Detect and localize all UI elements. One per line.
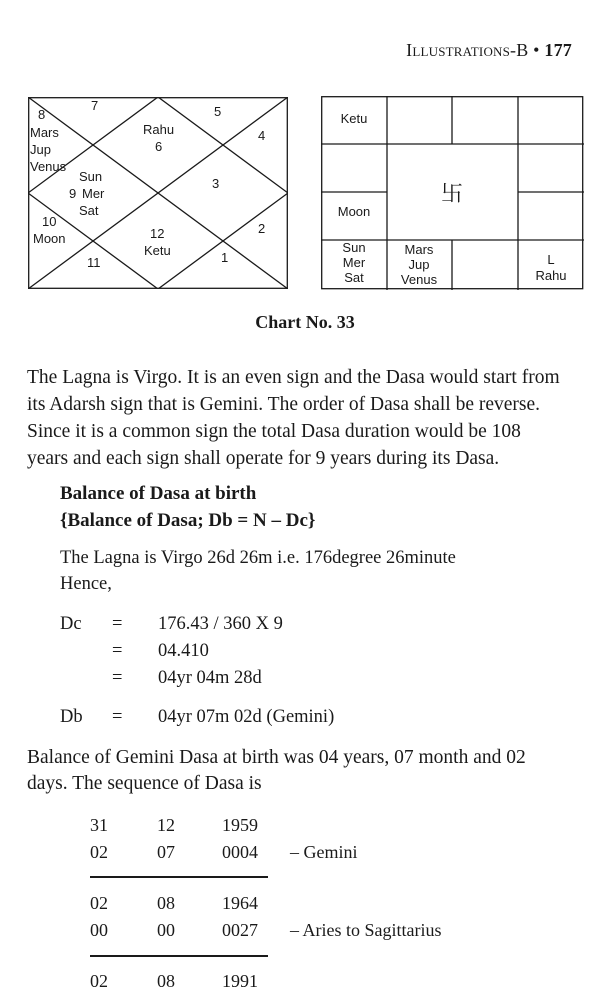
planet-label: Sun — [79, 169, 103, 184]
dasa-note: – Aries to Sagittarius — [290, 920, 442, 940]
house-number: 3 — [212, 176, 220, 191]
month-cell: 08 — [157, 971, 175, 991]
text-line: years and each sign shall operate for 9 years during its Dasa. — [27, 448, 500, 469]
house-number: 11 — [87, 255, 101, 270]
year-cell: 1991 — [222, 971, 258, 991]
sum-rule — [90, 876, 268, 878]
lagna-degree-line: The Lagna is Virgo 26d 26m i.e. 176degree 26minute — [60, 548, 456, 568]
day-cell: 02 — [90, 893, 108, 913]
cell-top-left: Ketu — [340, 111, 368, 126]
text-line: The Lagna is Virgo. It is an even sign and the Dasa would start from — [27, 367, 560, 388]
year-cell: 1964 — [222, 893, 258, 913]
month-cell: 12 — [157, 815, 175, 835]
planet-label: Mars — [30, 125, 59, 140]
dc-value: 176.43 / 360 X 9 — [158, 614, 283, 634]
day-cell: 00 — [90, 920, 108, 940]
house-6 — [143, 122, 174, 154]
house-9 — [69, 169, 105, 218]
db-value: 04yr 07m 02d (Gemini) — [158, 707, 335, 727]
day-cell: 02 — [90, 971, 108, 991]
house-number: 9 — [69, 186, 77, 201]
planet-label: Venus — [400, 272, 438, 287]
text-line: its Adarsh sign that is Gemini. The order of Dasa shall be reverse. — [27, 394, 541, 415]
db-label: Db — [60, 707, 83, 727]
page-number: 177 — [544, 40, 572, 60]
house-3 — [212, 176, 219, 191]
hence-line: Hence, — [60, 574, 112, 594]
planet-label: Mer — [342, 255, 366, 270]
house-8 — [30, 107, 67, 174]
house-4 — [258, 128, 265, 143]
sum-rule — [90, 955, 268, 957]
dasa-note: – Gemini — [290, 842, 358, 862]
planet-label: Ketu — [144, 243, 171, 258]
house-1 — [221, 250, 228, 265]
text-line: Since it is a common sign the total Dasa duration would be 108 — [27, 421, 521, 442]
house-number: 6 — [155, 139, 163, 154]
chart-caption: Chart No. 33 — [255, 312, 355, 332]
month-cell: 00 — [157, 920, 175, 940]
planet-label: Jup — [408, 257, 430, 272]
planet-label: Sat — [79, 203, 99, 218]
month-cell: 07 — [157, 842, 175, 862]
paragraph-balance — [27, 745, 526, 797]
year-cell: 0027 — [222, 920, 258, 940]
planet-label: Jup — [30, 142, 51, 157]
house-5 — [214, 104, 221, 119]
planet-label: Rahu — [143, 122, 175, 137]
equals-sign: = — [112, 668, 123, 688]
planet-label: Venus — [30, 159, 67, 174]
year-cell: 1959 — [222, 815, 258, 835]
text-line: days. The sequence of Dasa is — [27, 773, 262, 794]
dc-value: 04.410 — [158, 641, 209, 661]
month-cell: 08 — [157, 893, 175, 913]
year-cell: 0004 — [222, 842, 258, 862]
planet-label: Mer — [82, 186, 105, 201]
house-number: 2 — [258, 221, 266, 236]
day-cell: 02 — [90, 842, 108, 862]
planet-label: Sat — [344, 270, 364, 285]
planet-label: Rahu — [535, 268, 567, 283]
house-11 — [87, 255, 101, 270]
house-number: 10 — [42, 214, 57, 229]
dc-value: 04yr 04m 28d — [158, 668, 262, 688]
paragraph-intro — [27, 364, 560, 472]
house-2 — [258, 221, 265, 236]
equals-sign: = — [112, 707, 123, 727]
equals-sign: = — [112, 614, 123, 634]
south-indian-chart — [321, 96, 584, 290]
house-number: 1 — [221, 250, 229, 265]
equals-sign: = — [112, 641, 123, 661]
house-number: 5 — [214, 104, 222, 119]
section-subheading: {Balance of Dasa; Db = N – Dc} — [60, 510, 316, 531]
house-number: 4 — [258, 128, 266, 143]
running-title: Illustrations-B — [406, 40, 529, 60]
cell-mid-left: Moon — [337, 204, 371, 219]
house-10 — [33, 214, 66, 246]
lagna-marker: L — [547, 252, 555, 267]
swastika-icon: 卐 — [440, 182, 464, 207]
house-12 — [144, 226, 171, 258]
header-separator: • — [533, 40, 540, 60]
planet-label: Sun — [342, 240, 366, 255]
section-heading: Balance of Dasa at birth — [60, 483, 257, 504]
day-cell: 31 — [90, 815, 108, 835]
planet-label: Mars — [404, 242, 434, 257]
text-line: Balance of Gemini Dasa at birth was 04 years, 07 month and 02 — [27, 747, 526, 768]
house-7 — [91, 98, 98, 113]
north-indian-chart — [28, 97, 288, 289]
running-header — [406, 40, 572, 61]
dc-label: Dc — [60, 614, 82, 634]
house-number: 7 — [91, 98, 99, 113]
house-number: 8 — [38, 107, 46, 122]
house-number: 12 — [150, 226, 165, 241]
planet-label: Moon — [33, 231, 66, 246]
